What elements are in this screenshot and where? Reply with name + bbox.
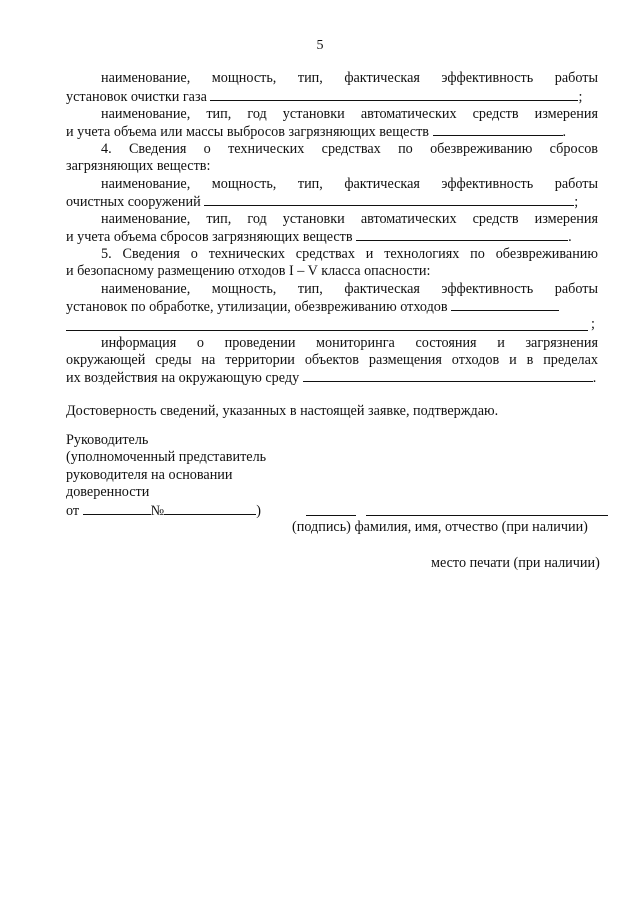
date-blank-field[interactable] (83, 502, 151, 515)
power-of-attorney-line (66, 502, 261, 520)
section5-line-1: 5. Сведения о технических средствах и технологиях по обезвреживанию (101, 246, 598, 262)
page-number: 5 (316, 38, 324, 53)
section4-label: очистных сооружений (66, 194, 201, 210)
close-paren: ) (256, 503, 261, 519)
section4-blank-field[interactable] (204, 193, 574, 206)
section4-measure-blank-field[interactable] (356, 228, 568, 241)
gas-line-4 (66, 123, 598, 141)
section4-line-2: загрязняющих веществ: (66, 158, 211, 174)
section5-line-7 (66, 369, 598, 387)
signature-blank-field[interactable] (306, 515, 356, 516)
section4-line-3: наименование, мощность, тип, фактическая эффективность работы (101, 176, 598, 192)
gas-line-2 (66, 88, 598, 106)
section4-line-6 (66, 228, 598, 246)
gas-blank-field[interactable] (210, 88, 578, 101)
section4-measure-label: и учета объема сбросов загрязняющих веществ (66, 229, 353, 245)
signatory-line-3: руководителя на основании (66, 467, 233, 483)
signature-caption: (подпись) фамилия, имя, отчество (при наличии) (292, 519, 588, 535)
section5-impact-blank-field[interactable] (303, 369, 593, 382)
gas-line-3: наименование, тип, год установки автоматических средств измерения (101, 106, 598, 122)
section5-line-5: информация о проведении мониторинга состояния и загрязнения (101, 335, 598, 351)
full-name-blank-field[interactable] (366, 515, 608, 516)
gas-dot: . (562, 124, 567, 140)
section5-line-6: окружающей среды на территории объектов размещения отходов и в пределах (66, 352, 598, 368)
number-blank-field[interactable] (164, 502, 256, 515)
section4-semicolon: ; (574, 194, 579, 210)
section5-dot: . (592, 370, 597, 386)
section4-dot: . (568, 229, 572, 245)
section5-blank-field-b[interactable] (66, 330, 588, 331)
section4-line-4 (66, 193, 598, 211)
section4-line-5: наименование, тип, год установки автоматических средств измерения (101, 211, 598, 227)
confirmation-text: Достоверность сведений, указанных в настоящей заявке, подтверждаю. (66, 403, 499, 419)
signatory-line-2: (уполномоченный представитель (66, 449, 267, 465)
section4-line-1: 4. Сведения о технических средствах по обезвреживанию сбросов (101, 141, 598, 157)
from-label: от (66, 503, 80, 519)
signatory-line-1: Руководитель (66, 432, 149, 448)
section5-label: установок по обработке, утилизации, обезвреживанию отходов (66, 299, 448, 315)
stamp-label: место печати (при наличии) (431, 555, 600, 571)
section5-impact-label: их воздействия на окружающую среду (66, 370, 300, 386)
gas-measure-blank-field[interactable] (433, 123, 563, 136)
section5-line-4 (66, 298, 598, 316)
gas-semicolon: ; (578, 89, 583, 105)
section5-line-3: наименование, мощность, тип, фактическая эффективность работы (101, 281, 598, 297)
section5-semicolon: ; (591, 316, 595, 332)
gas-label: установок очистки газа (66, 89, 207, 105)
gas-line-1: наименование, мощность, тип, фактическая эффективность работы (101, 70, 598, 86)
section5-line-2: и безопасному размещению отходов I – V класса опасности: (66, 263, 431, 279)
gas-measure-label: и учета объема или массы выбросов загрязняющих веществ (66, 124, 429, 140)
section5-blank-field-a[interactable] (451, 298, 559, 311)
number-sign: № (150, 503, 165, 519)
signatory-line-4: доверенности (66, 484, 150, 500)
